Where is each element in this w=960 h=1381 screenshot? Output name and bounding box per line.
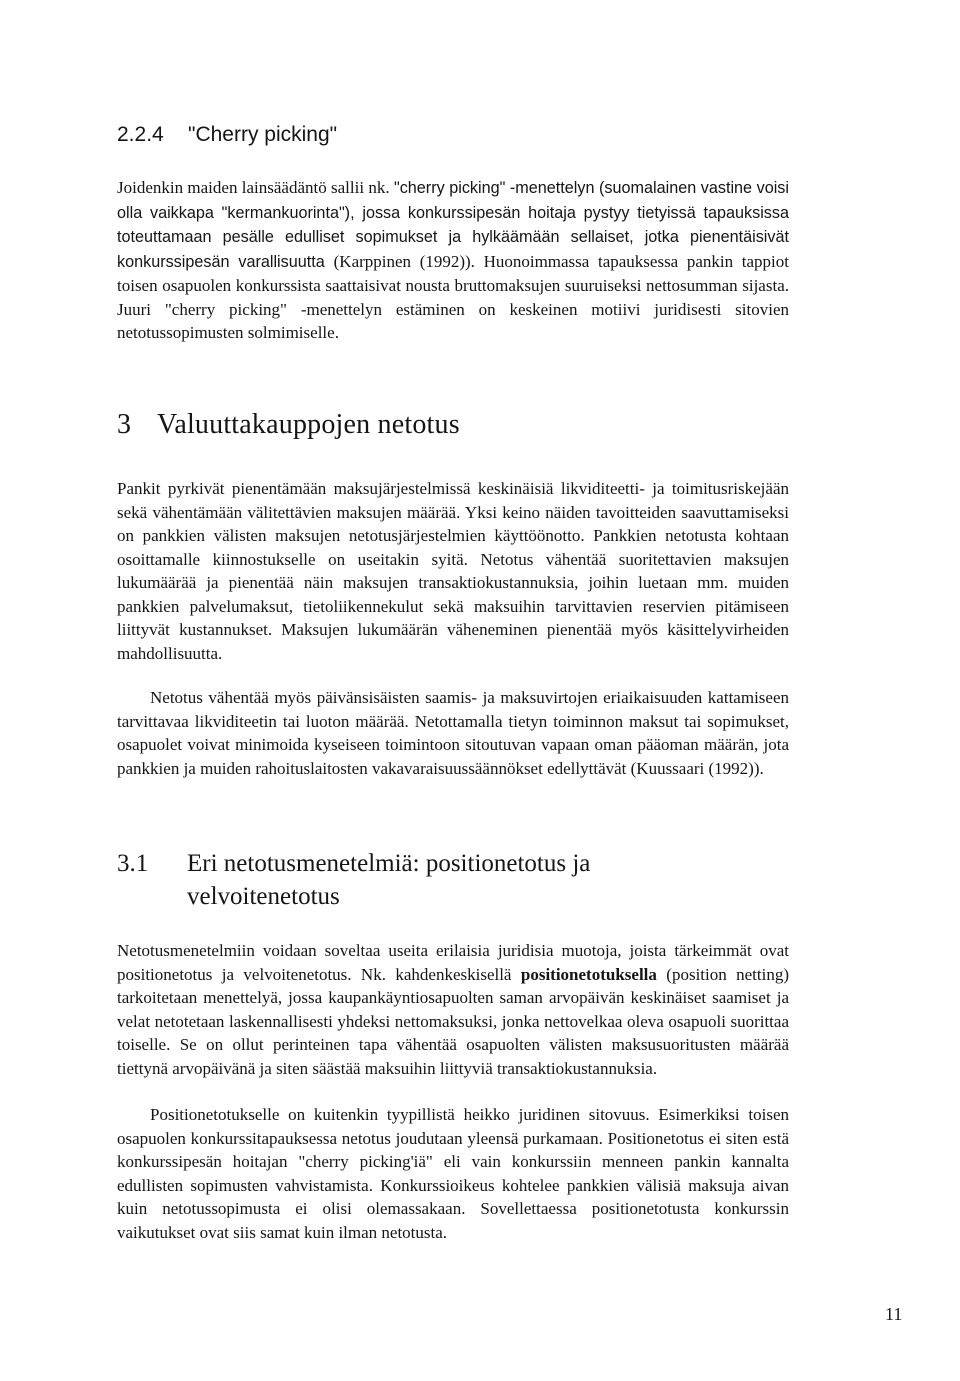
section-heading-2-2-4 xyxy=(117,120,337,150)
section-heading-3-1 xyxy=(117,847,737,913)
paragraph-31b: Positionetotukselle on kuitenkin tyypillistä heikko juridinen sitovuus. Esimerkiksi toisen osapuolen konkurssitapauksessa netotus joudutaan yleensä purkamaan. Positionetotus ei siten estä konkurssipesän hoitajan "cherry picking'iä" eli vain konkurssiin menneen pankin kannalta edullisten sopimusten vahvistamista. Konkurssioikeus kohtelee pankkien välisiä maksuja aivan kuin netotussopimusta ei olisi olemassakaan. Sovellettaessa positionetotusta konkurssin vaikutukset ovat siis samat kuin ilman netotusta. xyxy=(117,1105,789,1242)
section-title: Valuuttakauppojen netotus xyxy=(157,409,460,440)
section-number: 2.2.4 xyxy=(117,123,164,146)
paragraph-31a xyxy=(117,939,789,1080)
section-title: "Cherry picking" xyxy=(188,123,338,146)
section-heading-3 xyxy=(117,405,460,445)
paragraph-text-serif-2: (Karppinen (1992)). Huonoimmassa tapauksessa pankin tappiot toisen osapuolen konkurssista saattaisivat nousta bruttomaksujen suuruiseksi nettosumman sijasta. Juuri "cherry picking" -menettelyn estäminen on keskeinen motiivi juridisesti sitovien netotussopimusten solmimiselle. xyxy=(117,251,789,342)
page-number: 11 xyxy=(885,1304,903,1324)
bold-term: positionetotuksella xyxy=(520,964,657,984)
section-title: Eri netotusmenetelmiä: positionetotus ja velvoitenetotus xyxy=(187,850,591,910)
section-number: 3.1 xyxy=(117,850,149,877)
paragraph-text-2: (position netting) tarkoitetaan menettelyä, jossa kaupankäyntiosapuolten saman arvopäivän keskinäiset saamiset ja velat netotetaan laskennallisesti yhdeksi nettomaksuksi, jonka nettovelkaa oleva osapuoli suorittaa toiselle. Se on ollut perinteinen tapa vähentää osapuolten välisten maksusuoritusten määrää tiettynä arvopäivänä ja siten säästää maksuihin liittyviä transaktiokustannuksia. xyxy=(117,964,790,1078)
paragraph-3b: Netotus vähentää myös päivänsisäisten saamis- ja maksuvirtojen eriaikaisuuden kattamiseen tarvittavaa likviditeetin tai luoton määrää. Netottamalla tietyn toiminnon maksut tai sopimukset, osapuolet voivat minimoida kyseiseen toimintoon sitoutuvan vapaan oman pääoman määrän, jota pankkien ja muiden rahoituslaitosten vakavaraisuussäännökset edellyttävät (Kuussaari (1992)). xyxy=(117,688,789,778)
paragraph-3a: Pankit pyrkivät pienentämään maksujärjestelmissä keskinäisiä likviditeetti- ja toimitusriskejään sekä vähentämään välitettävien maksujen määrää. Yksi keino näiden tavoitteiden saavuttamiseksi on pankkien välisten maksujen netotusjärjestelmien käyttöönotto. Pankkien netotusta kohtaan osoittamalle kiinnostukselle on useitakin syitä. Netotus vähentää suoritettavien maksujen lukumäärää ja pienentää näin maksujen transaktiokustannuksia, joihin luetaan mm. muiden pankkien palvelumaksut, tietoliikennekulut sekä maksuihin tarvittavien reservien pitämiseen liittyvät kustannukset. Maksujen lukumäärän väheneminen pienentää myös käsittelyvirheiden mahdollisuutta. xyxy=(117,479,789,663)
paragraph-cherry-picking xyxy=(117,176,789,345)
section-number: 3 xyxy=(117,409,132,440)
paragraph-text: Netotusmenetelmiin voidaan soveltaa useita erilaisia juridisia muotoja, joista tärkeimmät ovat positionetotus ja velvoitenetotus. Nk. kahdenkeskisellä xyxy=(117,941,789,984)
paragraph-text-serif: Joidenkin maiden lainsäädäntö sallii nk. xyxy=(117,178,394,197)
paragraph-text-sans: "cherry picking" -menettelyn (suomalainen vastine voisi olla vaikkapa "kermankuorinta"), jossa konkurssipesän hoitaja pystyy tietyissä tapauksissa toteuttamaan pesälle edulliset sopimukset ja hylkäämään sellaiset, jotka pienentäisivät konkurssipesän varallisuutta xyxy=(117,179,789,271)
